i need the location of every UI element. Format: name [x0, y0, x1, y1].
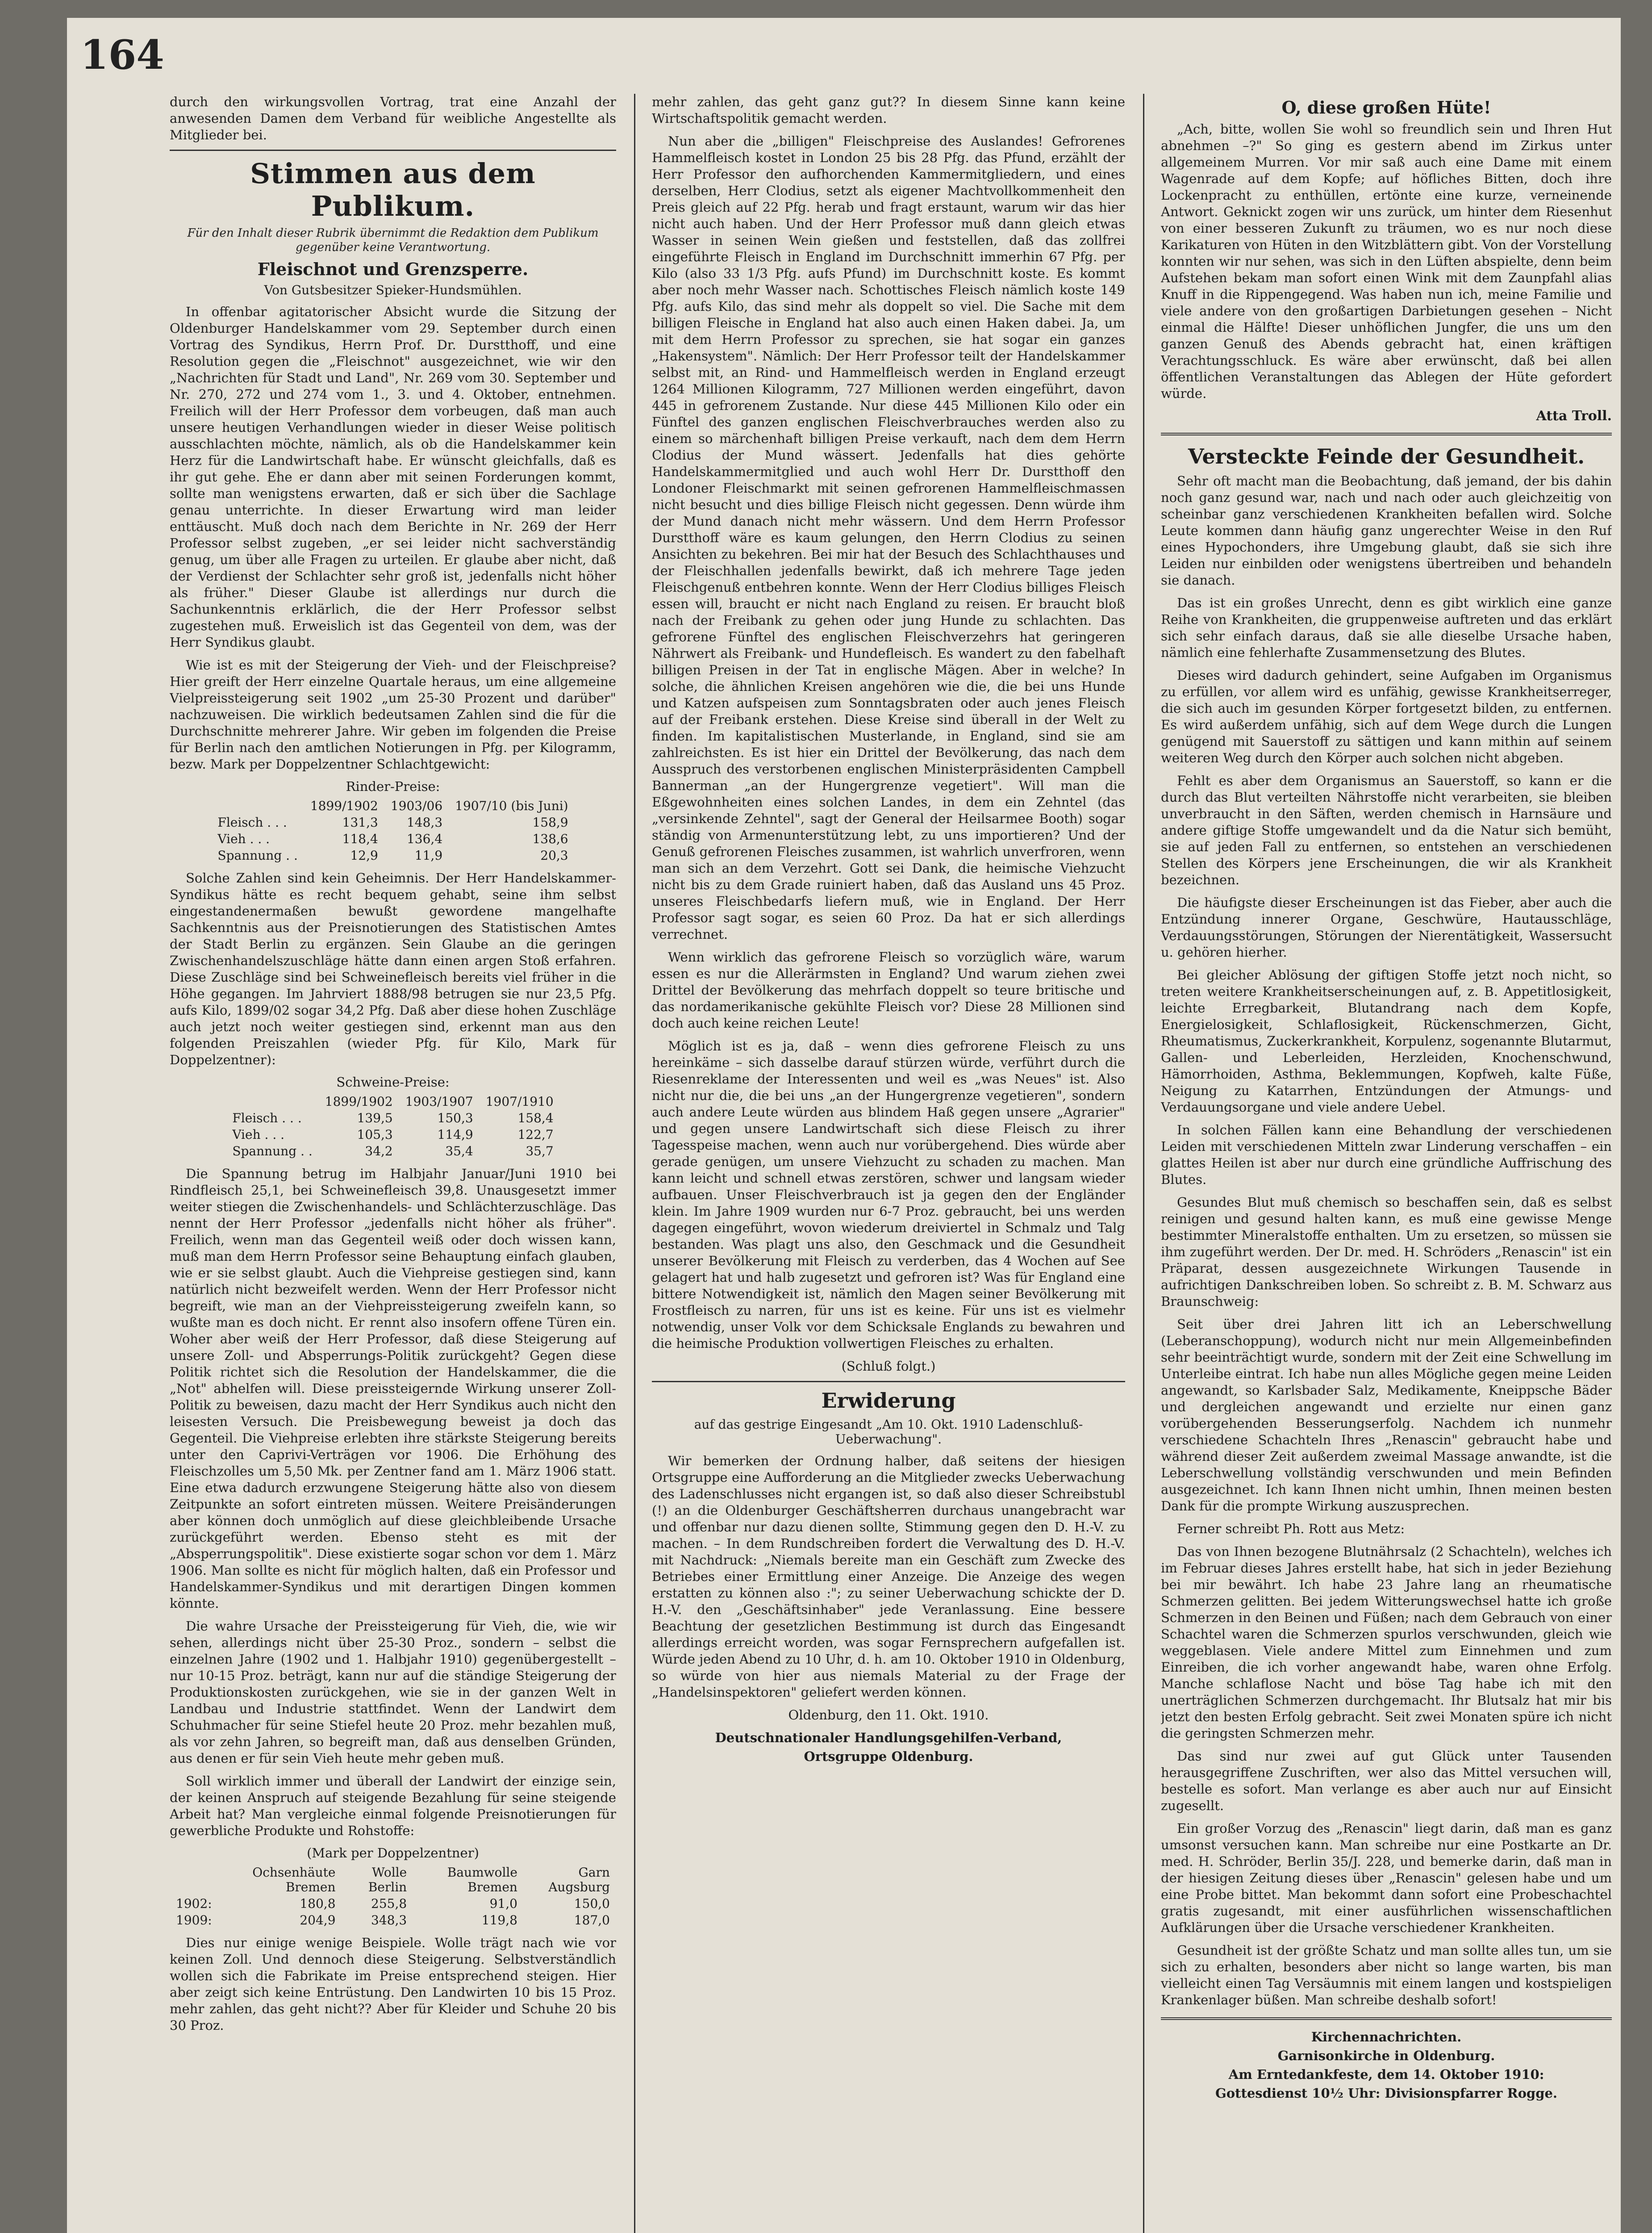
- paragraph: Das sind nur zwei auf gut Glück unter Tausenden herausgegriffene Zuschriften, wer also das Mittel versuchen will, bestelle es sofort. Man verlange es aber auch nur auf Einsicht zugesellt.: [1161, 1748, 1612, 1813]
- divider: [652, 1381, 1125, 1382]
- article-subtitle: auf das gestrige Eingesandt „Am 10. Okt. 1910 Ladenschluß-Ueberwachung".: [694, 1417, 1083, 1447]
- table-cell: 139,5: [357, 1111, 393, 1125]
- article-title: Fleischnot und Grenzsperre.: [257, 259, 529, 279]
- table-cell: 118,4: [342, 832, 378, 846]
- advertisement-heading: Versteckte Feinde der Gesundheit.: [1188, 444, 1585, 468]
- newspaper-page: [67, 18, 1621, 2233]
- editorial-note: Für den Inhalt dieser Rubrik übernimmt die Redaktion dem Publikum gegenüber keine Verantwortung.: [187, 226, 599, 254]
- paragraph: In solchen Fällen kann eine Behandlung der verschiedenen Leiden mit verschiedenen Mitteln zwar Linderung verschaffen – ein glattes Heilen ist aber nur durch eine gründliche Auffrischung des Blutes.: [1161, 1122, 1612, 1187]
- paragraph: Die häufigste dieser Erscheinungen ist das Fieber, aber auch die Entzündung innerer Organe, Geschwüre, Hautausschläge, Verdauungsstörungen, Störungen der Nierentätigkeit, Wassersucht u. gehören hierher.: [1161, 895, 1612, 960]
- table-cell: 12,9: [350, 848, 378, 863]
- table-header: 1899/1902: [310, 799, 378, 813]
- paragraph: Wie ist es mit der Steigerung der Vieh- und der Fleischpreise? Hier greift der Herr einzelne Quartale heraus, um eine allgemeine Vielpreissteigerung seit 1902 „um 25-30 Prozent und darüber" nachzuweisen. Die wirklich bedeutsamen Zahlen sind die für die Durchschnitte mehrerer Jahre. Wir geben im folgenden die Preise für Berlin nach den amtlichen Notierungen in Pfg. per Kilogramm, bezw. Mark per Doppelzentner Schlachtgewicht:: [170, 657, 616, 772]
- table-header: 1899/1902: [325, 1094, 393, 1109]
- table-cell: 91,0: [489, 1896, 517, 1911]
- table-cell: 204,9: [300, 1913, 336, 1928]
- table-cell: 1909:: [176, 1913, 212, 1928]
- paragraph: Gesundheit ist der größte Schatz und man sollte alles tun, um sie sich zu erhalten, besonders aber nicht so lange warten, bis man vielleicht einen Tag Versäumnis mit einem langen und kostspieligen Krankenlager büßen. Man schreibe deshalb sofort!: [1161, 1943, 1612, 2007]
- church-subheading: Garnisonkirche in Oldenburg.: [1277, 2048, 1495, 2063]
- table-header: Wolle Berlin: [368, 1865, 407, 1894]
- paragraph: Wenn wirklich das gefrorene Fleisch so vorzüglich wäre, warum essen es nur die Allerärmsten in England? Und warum ziehen zwei Drittel der Bevölkerung das mehrfach doppelt so teure britische und das nordamerikanische gekühlte Fleisch vor? Diese 28 Millionen sind doch auch keine reichen Leute!: [652, 949, 1125, 1031]
- paragraph: Seit über drei Jahren litt ich an Leberschwellung (Leberanschoppung), wodurch nicht nur mein Allgemeinbefinden sehr beeinträchtigt wurde, sondern mit der Zeit eine Schwellung im Unterleibe eintrat. Ich habe nun alles Mögliche gegen meine Leiden angewandt, so Karlsbader Salz, Medikamente, Kneippsche Bäder und dergleichen angewandt und erzielte nur einen ganz vorübergehenden Besserungserfolg. Nachdem ich nunmehr verschiedene Schachteln Ihres „Renascin" gebraucht habe und während dieser Zeit außerdem zweimal Massage anwandte, ist die Leberschwellung vollständig verschwunden und mein Befinden ausgezeichnet. Ich kann Ihnen nicht umhin, Ihnen meinen besten Dank für die prompte Wirkung auszusprechen.: [1161, 1317, 1612, 1514]
- table-cell: 114,9: [437, 1127, 473, 1142]
- table-cell: 255,8: [371, 1896, 407, 1911]
- signature: Atta Troll.: [1536, 408, 1612, 424]
- intro-paragraph: durch den wirkungsvollen Vortrag, trat eine Anzahl der anwesenden Damen dem Verband für weibliche Angestellte als Mitglieder bei.: [170, 94, 616, 142]
- table-cell: 119,8: [481, 1913, 517, 1928]
- paragraph: Fehlt es aber dem Organismus an Sauerstoff, so kann er die durch das Blut verteilten Nährstoffe nicht verarbeiten, sie bleiben unverbraucht in den Säften, werden chemisch in Harnsäure und andere giftige Stoffe umgewandelt und da die Natur sich bemüht, sie auf jeden Fall zu entfernen, so entstehen an verschiedenen Stellen des Körpers jene Erscheinungen, die wir als Krankheit bezeichnen.: [1161, 773, 1612, 887]
- column-rule: [1143, 94, 1144, 2233]
- table-title: Rinder-Preise:: [346, 779, 440, 794]
- table-header: Garn Augsburg: [548, 1865, 610, 1894]
- table-cell: 131,3: [342, 815, 378, 830]
- church-line: Am Erntedankfeste, dem 14. Oktober 1910:: [1228, 2067, 1544, 2082]
- paragraph: In offenbar agitatorischer Absicht wurde die Sitzung der Oldenburger Handelskammer vom 29. September durch einen Vortrag des Syndikus, Herrn Prof. Dr. Durstthoff, und eine Resolution gegen die „Fleischnot" ausgezeichnet, wie wir den „Nachrichten für Stadt und Land", Nr. 269 vom 30. September und Nr. 270, 272 und 274 vom 1., 3. und 4. Oktober, entnehmen. Freilich will der Herr Professor dem vorbeugen, daß man auch unsere heutigen Verhandlungen wieder in dieser Weise politisch ausschlachten möchte, nämlich, als ob die Handelskammer kein Herz für die Landwirtschaft habe. Er wünscht gleichfalls, daß es ihr gut gehe. Ehe er dann aber mit seinen Forderungen kommt, sollte man wenigstens erwarten, daß er sich über die Sachlage genau unterrichte. In dieser Erwartung wird man leider enttäuscht. Muß doch nach dem Berichte in Nr. 269 der Herr Professor selbst zugeben, „er sei leider nicht sachverständig genug, um über alle Fragen zu urteilen. Er glaube aber nicht, daß der Verdienst der Schlachter sehr groß ist, jedenfalls nicht höher als früher." Dieser Glaube ist allerdings nur durch die Sachunkenntnis erklärlich, die der Herr Professor selbst zugestehen muß. Erweislich ist das Gegenteil von dem, was der Herr Syndikus glaubt.: [170, 304, 616, 650]
- paragraph: Die Spannung betrug im Halbjahr Januar/Juni 1910 bei Rindfleisch 25,1, bei Schweinefleisch 39,8. Unausgesetzt immer weiter stiegen die Zwischenhandels- und Schlächterzuschläge. Das nennt der Herr Professor „jedenfalls nicht höher als früher". Freilich, wenn man das Gegenteil weiß oder doch wissen kann, muß man dem Herrn Professor seine Behauptung einfach glauben, wie er sie selbst glaubt. Auch die Viehpreise gestiegen sind, kann natürlich nicht bezweifelt werden. Wenn der Herr Professor nicht begreift, wie man an der Viehpreissteigerung zweifeln kann, so wußte man es doch nicht. Er rennt also insofern offene Türen ein. Woher aber weiß der Herr Professor, daß diese Steigerung auf unsere Zoll- und Absperrungs-Politik zurückgeht? Gegen diese Politik richtet sich die Resolution der Handelskammer, die die „Not" abhelfen will. Diese preissteigernde Wirkung unserer Zoll-Politik zu beweisen, dazu macht der Herr Syndikus auch nicht den leisesten Versuch. Die Preisbewegung beweist ja doch das Gegenteil. Die Viehpreise erlebten ihre stärkste Steigerung bereits unter den Caprivi-Verträgen vor 1906. Die Erhöhung des Fleischzolles um 5,50 Mk. per Zentner fand am 1. März 1906 statt. Eine etwa dadurch erzwungene Steigerung hätte also von diesem Zeitpunkte an sofort eintreten müssen. Weitere Preisänderungen aber können doch unmöglich auf diese gleichbleibende Ursache zurückgeführt werden. Ebenso steht es mit der „Absperrungspolitik". Diese existierte sogar schon vor dem 1. März 1906. Man sollte es nicht für möglich halten, daß ein Professor und Handelskammer-Syndikus und mit derartigen Dingen kommen könnte.: [170, 1166, 616, 1611]
- table-cell: 105,3: [357, 1127, 393, 1142]
- table-row: [226, 1110, 559, 1126]
- table-cell: 150,3: [437, 1111, 473, 1125]
- table-cell: Spannung . .: [217, 848, 298, 863]
- table-cell: 20,3: [540, 848, 568, 863]
- article-title: Erwiderung: [821, 1388, 956, 1413]
- table-cell: 122,7: [517, 1127, 554, 1142]
- paragraph: Das ist ein großes Unrecht, denn es gibt wirklich eine ganze Reihe von Krankheiten, die gruppenweise auftreten und das erklärt sich sehr einfach daraus, daß sie alle dieselbe Ursache haben, nämlich eine fehlerhafte Zusammensetzung des Blutes.: [1161, 595, 1612, 660]
- table-cell: Vieh . . .: [232, 1127, 285, 1142]
- table-cell: 138,6: [532, 832, 568, 846]
- table-header: [226, 1093, 318, 1110]
- table-cell: 1902:: [176, 1896, 212, 1911]
- divider: [1161, 2017, 1612, 2020]
- table-cell: 34,2: [365, 1144, 393, 1158]
- table-row: [170, 1895, 616, 1912]
- paragraph: Dieses wird dadurch gehindert, seine Aufgaben im Organismus zu erfüllen, vor allem wird es unfähig, gewisse Krankheitserreger, die sich auch im gesunden Körper fortgesetzt bilden, zu entfernen. Es wird außerdem unfähig, sich auf dem Wege durch die Lungen genügend mit Sauerstoff zu sättigen und kann mithin auf seinem weiteren Weg durch den Körper auch solchen nicht abgeben.: [1161, 668, 1612, 765]
- paragraph: Solche Zahlen sind kein Geheimnis. Der Herr Handelskammer-Syndikus hätte es recht bequem gehabt, seine ihm selbst eingestandenermaßen bewußt gewordene mangelhafte Sachkenntnis aus der Preisnotierungen des Statistischen Amtes der Stadt Berlin zu ergänzen. Sein Glaube an die geringen Zwischenhandelszuschläge hätte dann einen argen Stoß erfahren. Diese Zuschläge sind bei Schweinefleisch bereits viel früher in die Höhe gegangen. Im Jahrviert 1888/98 betrugen sie nur 23,5 Pfg. aufs Kilo, 1899/02 sogar 34,2 Pfg. Daß aber diese hohen Zuschläge auch jetzt noch weiter gestiegen sind, erkennt man aus den folgenden Preiszahlen (wieder Pfg. für Kilo, Mark für Doppelzentner):: [170, 870, 616, 1067]
- table-cell: 158,9: [532, 815, 568, 830]
- table-cell: Vieh . . .: [217, 832, 270, 846]
- column-1: [170, 94, 616, 2233]
- church-heading: Kirchennachrichten.: [1311, 2029, 1462, 2045]
- paragraph: Ferner schreibt Ph. Rott aus Metz:: [1177, 1521, 1405, 1536]
- table-cell: 11,9: [414, 848, 443, 863]
- table-header: 1907/1910: [485, 1094, 554, 1109]
- table-cell: Fleisch . . .: [217, 815, 287, 830]
- section-heading: Stimmen aus dem Publikum.: [250, 157, 536, 222]
- table-cell: 348,3: [371, 1913, 407, 1928]
- table-row: [226, 1143, 559, 1159]
- page-number: 164: [80, 31, 164, 79]
- table-cell: 35,4: [445, 1144, 473, 1158]
- column-3: [1161, 94, 1612, 2233]
- divider: [170, 150, 616, 151]
- signature-branch: Ortsgruppe Oldenburg.: [804, 1749, 973, 1764]
- paragraph: Sehr oft macht man die Beobachtung, daß jemand, der bis dahin noch ganz gesund war, nach und nach oder auch gleichzeitig von scheinbar ganz verschiedenen Krankheiten befallen wird. Solche Leute kommen dann häufig ganz ungerechter Weise in den Ruf eines Hypochonders, ihre Umgebung glaubt, daß sie sich ihre Leiden nur einbilden oder wenigstens übertreiben und behandeln sie danach.: [1161, 473, 1612, 588]
- dateline: Oldenburg, den 11. Okt. 1910.: [788, 1707, 989, 1723]
- table-header-row: [170, 1864, 616, 1895]
- table-cell: 148,3: [406, 815, 443, 830]
- table-title: Schweine-Preise:: [336, 1075, 450, 1090]
- table-cell: 187,0: [574, 1913, 610, 1928]
- paragraph: Gesundes Blut muß chemisch so beschaffen sein, daß es selbst reinigen und gesund halten kann, es muß eine gewisse Menge bestimmter Mineralstoffe enthalten. Um zu ersetzen, so müssen sie ihm zugeführt werden. Der Dr. med. H. Schröders „Renascin" ist ein Präparat, dessen ausgezeichnete Wirkungen Tausende in aufrichtigen Dankschreiben loben. So schreibt z. B. M. Schwarz aus Braunschweig:: [1161, 1195, 1612, 1309]
- table-header: Ochsenhäute Bremen: [252, 1865, 336, 1894]
- paragraph: Bei gleicher Ablösung der giftigen Stoffe jetzt noch nicht, so treten weitere Krankheitserscheinungen auf, z. B. Appetitlosigkeit, leichte Erregbarkeit, Blutandrang nach dem Kopfe, Energielosigkeit, Schlaflosigkeit, Rückenschmerzen, Gicht, Rheumatismus, Zuckerkrankheit, Korpulenz, sogenannte Blutarmut, Gallen- und Leberleiden, Herzleiden, Knochenschwund, Hämorrhoiden, Asthma, Beklemmungen, Kopfweh, kalte Füße, Neigung zu Katarrhen, Entzündungen der Atmungs- und Verdauungsorgane und viele andere Uebel.: [1161, 967, 1612, 1115]
- table-header-row: [211, 798, 574, 814]
- table-cell: Fleisch . . .: [232, 1111, 302, 1125]
- continued-note: (Schluß folgt.): [841, 1359, 936, 1374]
- column-2: [652, 94, 1125, 2233]
- table-row: [211, 831, 574, 847]
- article-title: O, diese großen Hüte!: [1281, 97, 1491, 117]
- table-cell: 35,7: [526, 1144, 554, 1158]
- table-header: 1903/06: [390, 799, 443, 813]
- column-rule: [634, 94, 635, 2233]
- paragraph: Soll wirklich immer und überall der Landwirt der einzige sein, der keinen Anspruch auf steigende Bezahlung für seine steigende Arbeit hat? Man vergleiche einmal folgende Preisnotierungen für gewerbliche Produkte und Rohstoffe:: [170, 1773, 616, 1838]
- table-row: [211, 847, 574, 864]
- paragraph: Dies nur einige wenige Beispiele. Wolle trägt nach wie vor keinen Zoll. Und dennoch diese Steigerung. Selbstverständlich wollen sich die Fabrikate im Preise entsprechend steigen. Hier aber zeigt sich keine Entrüstung. Den Landwirten 10 bis 15 Proz. mehr zahlen, das geht nicht?? Aber für Kleider und Schuhe 20 bis 30 Proz.: [170, 1935, 616, 2033]
- price-table-pigs: [226, 1093, 559, 1159]
- table-row: [170, 1912, 616, 1928]
- table-cell: 158,4: [517, 1111, 554, 1125]
- table-header: Baumwolle Bremen: [447, 1865, 517, 1894]
- article-byline: Von Gutsbesitzer Spieker-Hundsmühlen.: [264, 283, 522, 297]
- paragraph: Die wahre Ursache der Preissteigerung für Vieh, die, wie wir sehen, allerdings nicht über 25-30 Proz., sondern – selbst die einzelnen Jahre (1902 und 1. Halbjahr 1910) gegenübergestellt – nur 10-15 Proz. beträgt, kann nur auf die ständige Steigerung der Produktionskosten zurückgehen, wie sie in der ganzen Welt in Landbau und Industrie stattfindet. Wenn der Landwirt dem Schuhmacher für seine Stiefel heute 20 Proz. mehr bezahlen muß, als vor zehn Jahren, so begreift man, daß aus denselben Gründen, aus denen er für sein Vieh heute mehr geben muß.: [170, 1618, 616, 1766]
- table-header: [211, 798, 304, 814]
- signature-org: Deutschnationaler Handlungsgehilfen-Verband,: [715, 1730, 1062, 1745]
- table-header: [170, 1864, 218, 1895]
- table-row: [226, 1126, 559, 1143]
- table-row: [211, 814, 574, 831]
- divider: [1161, 433, 1612, 435]
- church-line: Gottesdienst 10½ Uhr: Divisionspfarrer Rogge.: [1215, 2086, 1558, 2101]
- paragraph: Das von Ihnen bezogene Blutnährsalz (2 Schachteln), welches ich im Februar dieses Jahres erstellt habe, hat sich in jeder Beziehung bei mir bewährt. Ich habe 23 Jahre lang an rheumatische Schmerzen gelitten. Bei jedem Witterungswechsel hatte ich große Schmerzen in den Beinen und Füßen; nach dem Gebrauch von einer Schachtel waren die Schmerzen spurlos verschwunden, gleich wie weggeblasen. Viele andere Mittel zum Einnehmen und zum Einreiben, die ich vorher angewandt habe, waren ohne Erfolg. Manche schlaflose Nacht und böse Tag habe ich mit den unerträglichen Schmerzen durchgemacht. Ihr Blutsalz hat mir bis jetzt den besten Erfolg gebracht. Seit zwei Monaten spüre ich nicht die geringsten Schmerzen mehr.: [1161, 1544, 1612, 1741]
- paragraph: Ein großer Vorzug des „Renascin" liegt darin, daß man es ganz umsonst versuchen kann. Man schreibe nur eine Postkarte an Dr. med. H. Schröder, Berlin 35/J. 228, und bemerke darin, daß man in der hiesigen Zeitung dieses über „Renascin" gelesen habe und um eine Probe bittet. Man bekommt dann sofort eine Probeschachtel gratis zugesandt, mit einer ausführlichen wissenschaftlichen Aufklärungen über die Ursache verschiedener Krankheiten.: [1161, 1821, 1612, 1935]
- paragraph: „Ach, bitte, wollen Sie wohl so freundlich sein und Ihren Hut abnehmen –?" So ging es gestern abend im Zirkus unter allgemeinem Murren. Vor mir saß auch eine Dame mit einem Wagenrade auf dem Kopfe; auf höfliches Bitten, doch ihre Lockenpracht zu enthüllen, ertönte eine kurze, verneinende Antwort. Geknickt zogen wir uns zurück, um hinter dem Riesenhut von einer besseren Zukunft zu träumen, wo es nur noch diese Karikaturen von Hüten in den Witzblättern gibt. Von der Vorstellung konnten wir nur sehen, was sich in den Lüften abspielte, denn beim Aufstehen bekam man sofort einen Wink mit dem Zaunpfahl alias Knuff in die Rippengegend. Was haben nun ich, meine Familie und viele andere von den großartigen Darbietungen gesehen – Nicht einmal die Hälfte! Dieser unhöflichen Jungfer, die uns um den ganzen Genuß des Abends gebracht hat, einen kräftigen Verachtungsschluck. Es wäre aber erwünscht, daß bei allen öffentlichen Veranstaltungen das Ablegen der Hüte gefordert würde.: [1161, 121, 1612, 401]
- paragraph: mehr zahlen, das geht ganz gut?? In diesem Sinne kann keine Wirtschaftspolitik gemacht werden.: [652, 94, 1125, 126]
- table-cell: 150,0: [574, 1896, 610, 1911]
- paragraph: Nun aber die „billigen" Fleischpreise des Auslandes! Gefrorenes Hammelfleisch kostet in London 25 bis 28 Pfg. das Pfund, erzählt der Herr Professor den aufhorchenden Kammermitgliedern, und eines derselben, Herr Clodius, setzt als eigener Machtvollkommenheit den Preis gleich auf 22 Pfg. herab und fragt erstaunt, warum wir das hier nicht auch haben. Und der Herr Professor muß dann gleich etwas Wasser in seinen Wein gießen und feststellen, daß das zollfrei eingeführte Fleisch in England im Durchschnitt immerhin 67 Pfg. per Kilo (also 33 1/3 Pfg. aufs Pfund) im Durchschnitt koste. Es kommt aber noch mehr Wasser nach. Schottisches Fleisch nämlich koste 149 Pfg. aufs Kilo, das sind mehr als doppelt so viel. Die Sache mit dem billigen Fleische in England hat also auch einen Haken dabei. Ja, um mit dem Herrn Professor zu sprechen, sie hat sogar ein ganzes „Hakensystem". Nämlich: Der Herr Professor teilt der Handelskammer selbst mit, an Rind- und Hammelfleisch werden in England erzeugt 1264 Millionen Kilogramm, 727 Millionen werden eingeführt, davon 445 in gefrorenem Zustande. Nur diese 445 Millionen Kilo oder ein Fünftel des ganzen englischen Fleischverbrauches werden also zu einem so märchenhaft billigen Preise verkauft, nach dem dem Herrn Clodius der Mund wässert. Jedenfalls hat dies gehörte Handelskammermitglied und auch wohl Herr Dr. Durstthoff den Londoner Fleischmarkt mit seinen gefrorenen Hammelfleischmassen nicht besucht und dies billige Fleisch nicht gegessen. Denn würde ihm der Mund danach nicht mehr wässern. Und dem Herrn Professor Durstthoff wäre es kaum gelungen, den Herrn Clodius zu seinen Ansichten zu bekehren. Bei mir hat der Besuch des Schlachthauses und der Fleischhallen jedenfalls bewirkt, daß ich mehrere Tage jeden Fleischgenuß entbehren konnte. Wenn der Herr Clodius billiges Fleisch essen will, braucht er nicht nach England zu reisen. Er braucht bloß nach der Freibank zu gehen oder jung Hunde zu schlachten. Das gefrorene Fünftel des englischen Fleischverzehrs hat geringeren Nährwert als Freibank- und Hundefleisch. Es wandert zu den fabelhaft billigen Preisen in der Tat in englische Mägen. Aber in welche? In solche, die ähnlichen Kreisen angehören wie die, die bei uns Hunde und Katzen aufspeisen zum Sonntagsbraten oder auch jenes Fleisch auf der Freibank erstehen. Diese Kreise sind überall in der Welt zu finden. Im kapitalistischen Musterlande, in England, sind sie am zahlreichsten. Es ist hier ein Drittel der Bevölkerung, das nach dem Ausspruch des verstorbenen englischen Ministerpräsidenten Campbell Bannerman „an der Hungergrenze vegetiert". Will man die Eßgewohnheiten eines solchen Landes, in dem ein Zehntel (das „versinkende Zehntel", sagt der General der Heilsarmee Booth) sogar ständig von Armenunterstützung lebt, zu uns importieren? Und der Genuß gefrorenen Fleisches zusammen, ist wahrlich unverfroren, wenn man sich an dem Verzehrt. Gott sei Dank, die heimische Viehzucht nicht bis zu dem Grade ruiniert haben, daß das Ausland uns 45 Proz. unseres Fleischbedarfs liefern muß, wie in England. Der Herr Professor sagt sogar, es seien 60 Proz. Da hat er sich allerdings verrechnet.: [652, 134, 1125, 942]
- table-title: (Mark per Doppelzentner): [307, 1845, 479, 1861]
- table-cell: 180,8: [300, 1896, 336, 1911]
- price-table-goods: [170, 1864, 616, 1928]
- paragraph: Möglich ist es ja, daß – wenn dies gefrorene Fleisch zu uns hereinkäme – sich dasselbe darauf stürzen würde, verführt durch die Riesenreklame der Interessenten und weil es „was Neues" ist. Also nicht nur die, die bei uns „an der Hungergrenze vegetieren", sondern auch andere Leute würden aus blindem Haß gegen unsere „Agrarier" und gegen unsere Landwirtschaft sich diese Fleisch zu ihrer Tagesspeise machen, wenn auch nur vorübergehend. Dies würde aber gerade genügen, um unsere Viehzucht zu schaden zu machen. Man kann leicht und schnell etwas zerstören, schwer und langsam wieder aufbauen. Unser Fleischverbrauch ist ja gegen den der Engländer klein. Im Jahre 1909 wurden nur 6-7 Proz. gebraucht, bei uns werden dagegen eingeführt, wovon wiederum dreiviertel in Schmalz und Talg bestanden. Was plagt uns also, den Geschmack und die Gesundheit unserer Bevölkerung mit Fleisch zu verderben, das 4 Wochen auf See gelagert hat und halb zugesetzt und gefroren ist? Was für England eine bittere Notwendigkeit ist, nämlich den Magen seiner Bevölkerung mit Frostfleisch zu narren, für uns ist es keine. Für uns ist es vielmehr notwendig, unser Volk vor dem Schicksale Englands zu bewahren und die heimische Produktion vollwertigen Fleisches zu erhalten.: [652, 1038, 1125, 1351]
- price-table-cattle: [211, 798, 574, 864]
- table-cell: 136,4: [406, 832, 443, 846]
- table-header-row: [226, 1093, 559, 1110]
- paragraph: Wir bemerken der Ordnung halber, daß seitens der hiesigen Ortsgruppe eine Aufforderung an die Mitglieder zwecks Ueberwachung des Ladenschlusses nicht ergangen ist, so daß also dieser Schreibstubl (!) an die Oldenburger Geschäftsherren durchaus unangebracht war und offenbar nur dazu dienen sollte, Stimmung gegen den D. H.-V. zu machen. – In dem Rundschreiben fordert die Verwaltung des D. H.-V. mit Nachdruck: „Niemals bereite man ein Geschäft zum Zwecke des Betriebes einer Ermittlung einer Anzeige. Die Anzeige des wegen erstatten zu können also :"; zu seiner Ueberwachung schickte der D. H.-V. den „Geschäftsinhaber" jede Veranlassung. Eine bessere Beachtung der gesetzlichen Bestimmung ist durch das Eingesandt allerdings erreicht worden, was sogar Fernsprechern aufgefallen ist. Würde jeden Abend zu 10 Uhr, d. h. am 10. Oktober 1910 in Oldenburg, so würde von hier aus niemals Material zu der Frage der „Handelsinspektoren" geliefert werden können.: [652, 1453, 1125, 1700]
- table-header: 1903/1907: [405, 1094, 473, 1109]
- table-cell: Spannung . .: [232, 1144, 313, 1158]
- table-header: 1907/10 (bis Juni): [455, 799, 568, 813]
